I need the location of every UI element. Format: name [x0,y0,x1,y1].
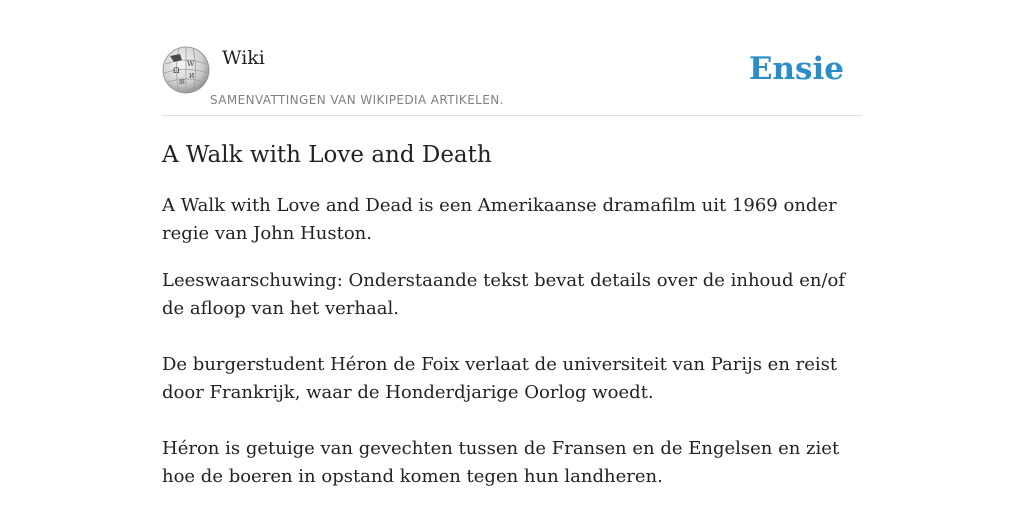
svg-text:W: W [187,60,195,68]
spoiler-warning: Leeswaarschuwing: Onderstaande tekst bevat details over de inhoud en/of de afloop van het verhaal. [162,270,846,319]
wikipedia-globe-icon[interactable] [162,46,210,94]
brand-logo[interactable]: Ensie [748,51,844,87]
article-paragraph: Héron is getuige van gevechten tussen de Fransen en de Engelsen en ziet hoe de boeren in opstand komen tegen hun landheren. [162,438,840,487]
article-paragraph: A Walk with Love and Dead is een Amerikaanse dramafilm uit 1969 onder regie van John Huston. [162,195,837,244]
svg-text:И: И [189,73,195,80]
article-title: A Walk with Love and Death [162,142,492,168]
article-paragraph: De burgerstudent Héron de Foix verlaat de universiteit van Parijs en reist door Frankrijk, waar de Honderdjarige Oorlog woedt. [162,354,838,403]
svg-text:Ω: Ω [173,66,180,75]
svg-text:維: 維 [179,79,186,86]
site-tagline: SAMENVATTINGEN VAN WIKIPEDIA ARTIKELEN. [210,93,504,107]
page-container [162,0,862,512]
site-name[interactable]: Wiki [222,47,265,69]
site-header [162,0,862,116]
